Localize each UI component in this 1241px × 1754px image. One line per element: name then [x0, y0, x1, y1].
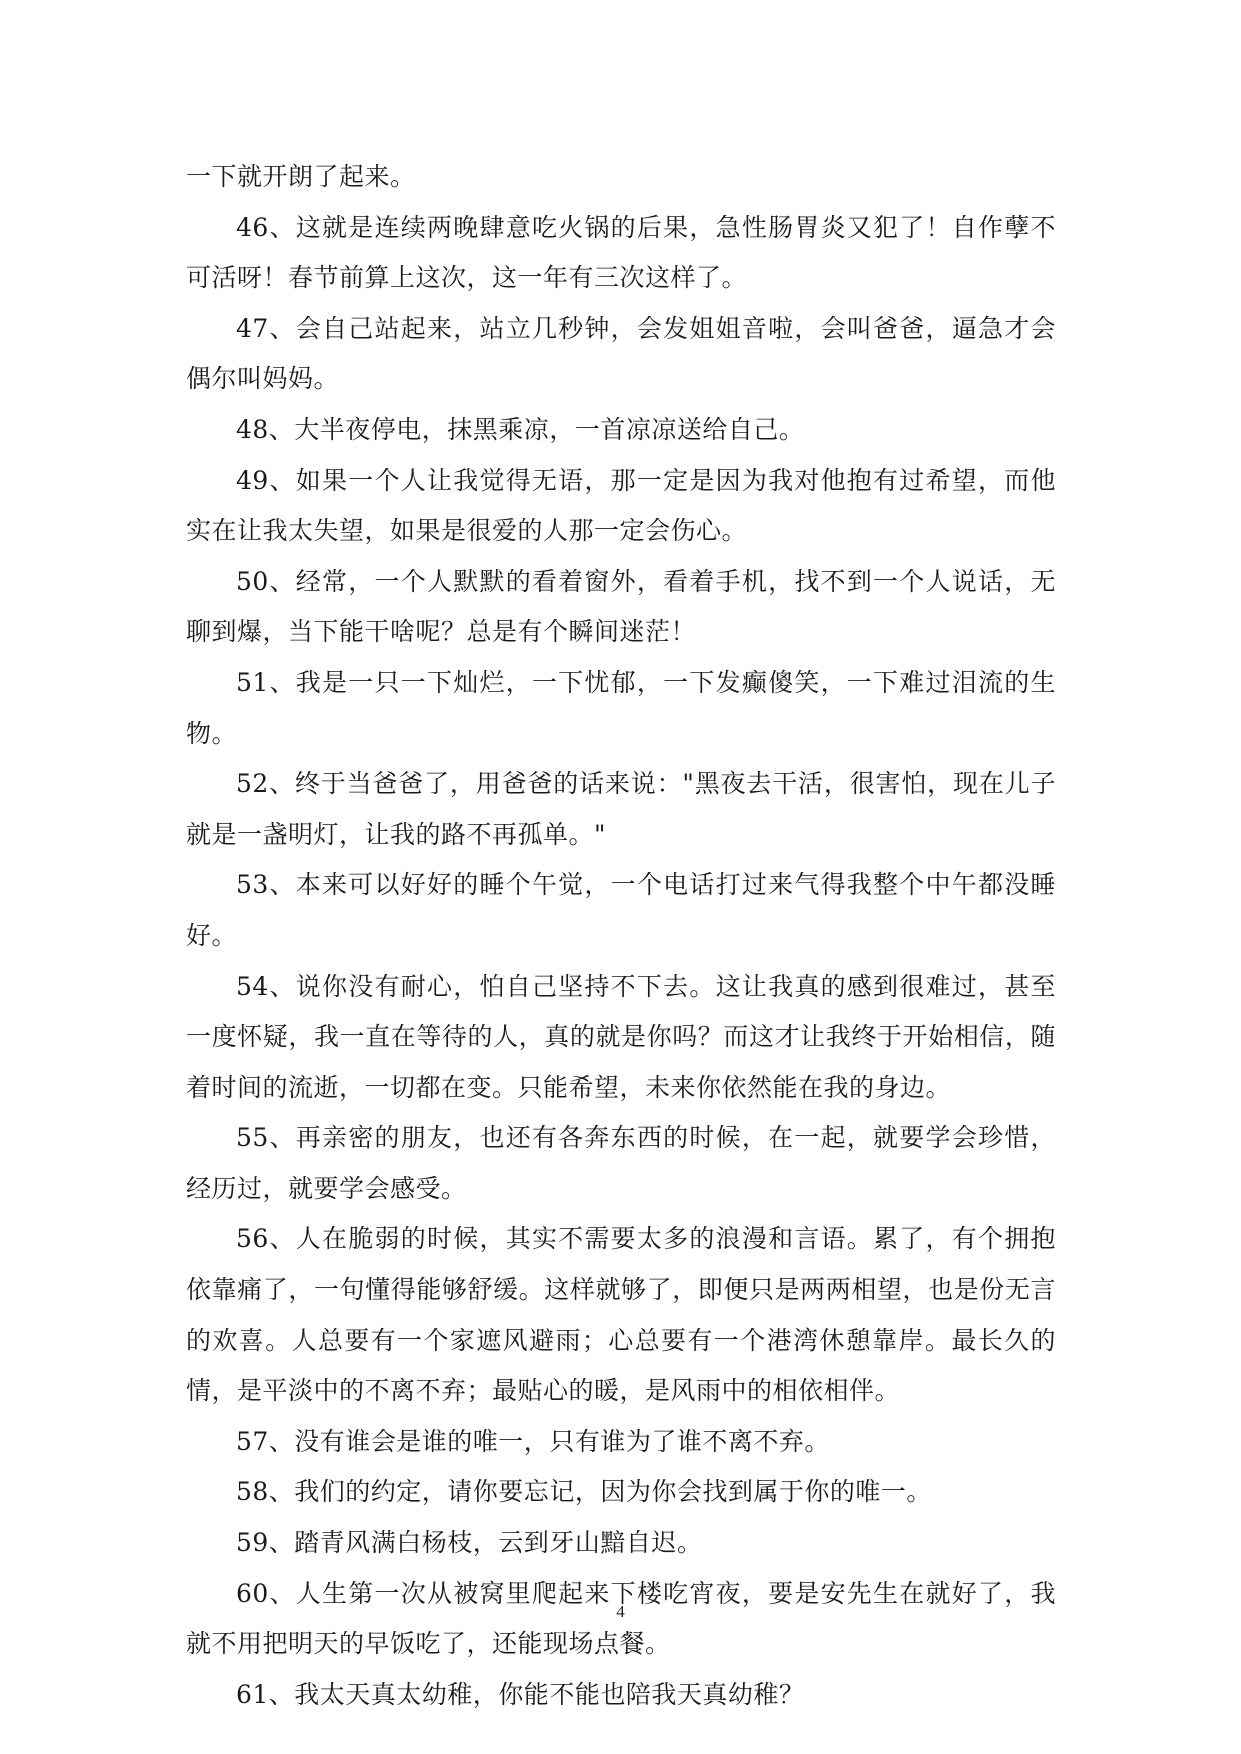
page-number: 4	[616, 1602, 625, 1621]
paragraph-48: 48、大半夜停电，抹黑乘凉，一首凉凉送给自己。	[236, 414, 805, 444]
paragraph-56: 56、人在脆弱的时候，其实不需要太多的浪漫和言语。累了，有个拥抱依靠痛了，一句懂得能够舒缓。这样就够了，即便只是两两相望，也是份无言的欢喜。人总要有一个家遮风避雨；心总要有一个港湾休憩靠岸。最长久的情，是平淡中的不离不弃；最贴心的暖，是风雨中的相依相伴。	[186, 1224, 1056, 1406]
paragraph-51: 51、我是一只一下灿烂，一下忧郁，一下发癫傻笑，一下难过泪流的生物。	[186, 667, 1056, 748]
paragraph-60: 60、人生第一次从被窝里爬起来下楼吃宵夜，要是安先生在就好了，我就不用把明天的早饭吃了，还能现场点餐。	[186, 1578, 1056, 1659]
paragraph-59: 59、踏青风满白杨枝，云到牙山黯自迟。	[236, 1528, 703, 1558]
paragraph-46: 46、这就是连续两晚肆意吃火锅的后果，急性肠胃炎又犯了！自作孽不可活呀！春节前算上这次，这一年有三次这样了。	[186, 212, 1056, 293]
paragraph-61: 61、我太天真太幼稚，你能不能也陪我天真幼稚？	[236, 1679, 805, 1709]
paragraph-52: 52、终于当爸爸了，用爸爸的话来说："黑夜去干活，很害怕，现在儿子就是一盏明灯，让我的路不再孤单。"	[186, 769, 1056, 849]
paragraph-53: 53、本来可以好好的睡个午觉，一个电话打过来气得我整个中午都没睡好。	[186, 870, 1056, 950]
paragraph-50: 50、经常，一个人默默的看着窗外，看着手机，找不到一个人说话，无聊到爆，当下能干啥呢？总是有个瞬间迷茫！	[186, 566, 1056, 647]
document-body	[186, 152, 1056, 1720]
paragraph-58: 58、我们的约定，请你要忘记，因为你会找到属于你的唯一。	[236, 1477, 932, 1507]
paragraph-55: 55、再亲密的朋友，也还有各奔东西的时候，在一起，就要学会珍惜，经历过，就要学会感受。	[186, 1123, 1056, 1203]
paragraph-47: 47、会自己站起来，站立几秒钟，会发姐姐音啦，会叫爸爸，逼急才会偶尔叫妈妈。	[186, 313, 1056, 394]
paragraph-54: 54、说你没有耐心，怕自己坚持不下去。这让我真的感到很难过，甚至一度怀疑，我一直在等待的人，真的就是你吗？而这才让我终于开始相信，随着时间的流逝，一切都在变。只能希望，未来你依然能在我的身边。	[186, 971, 1056, 1102]
paragraph-57: 57、没有谁会是谁的唯一，只有谁为了谁不离不弃。	[236, 1426, 830, 1456]
paragraph-continuation: 一下就开朗了起来。	[186, 162, 416, 191]
paragraph-49: 49、如果一个人让我觉得无语，那一定是因为我对他抱有过希望，而他实在让我太失望，如果是很爱的人那一定会伤心。	[186, 465, 1056, 546]
